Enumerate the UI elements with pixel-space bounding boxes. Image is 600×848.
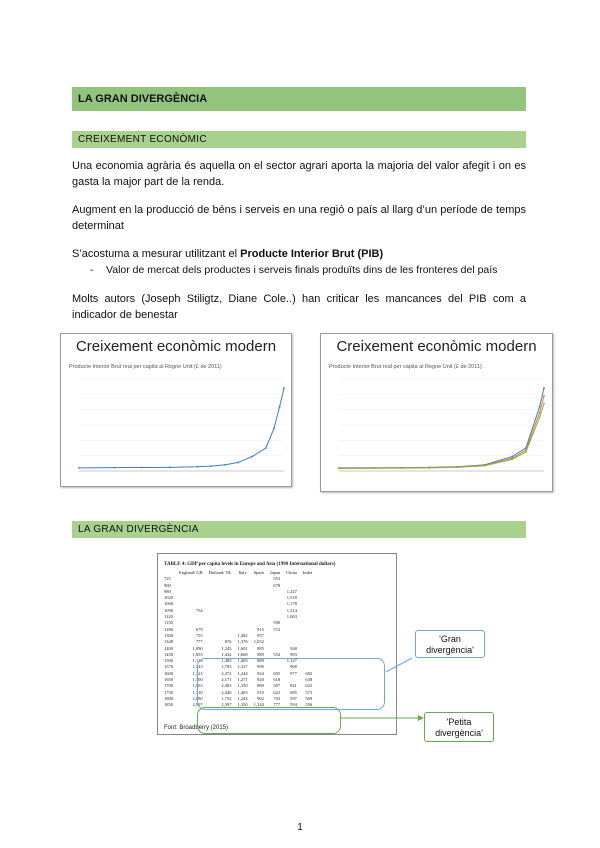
table-cell: 1700 [164,683,173,689]
table-cell: 1570 [164,664,173,670]
table-cell: 1400 [164,645,173,651]
chart-series-line [339,388,544,468]
chart-data-point [543,403,545,405]
table-cell: 569 [305,695,313,701]
table-cell: 1,432 [221,651,232,657]
table-cell: 889 [257,658,264,664]
table-cell: 725 [164,576,171,582]
table-cell: 1,247 [286,588,297,594]
table-cell: 1,090 [192,645,203,651]
table-cell: 572 [273,626,281,632]
chart-data-point [114,467,116,469]
bullet-text: Valor de mercat dels productes i serveis finals produïts dins de les fronteres del país [106,264,498,276]
table-cell: 1,668 [237,651,248,657]
chart-data-point [525,451,527,453]
chart-data-point [543,395,545,397]
table-cell: 622 [305,683,313,689]
table-cell: 1,123 [192,670,203,676]
table-cell: 1,214 [286,607,297,613]
table-cell: 1,063 [286,614,297,620]
chart-data-point [210,465,212,467]
table-cell: 1,350 [237,683,248,689]
callout-gran-divergencia: 'Gran divergència' [415,630,485,658]
table-cell: 1020 [164,595,173,601]
chart-right [320,333,553,492]
chart-left [60,333,292,487]
highlight-gran-divergencia [197,658,385,710]
chart-series-line [339,404,544,469]
table-cell: 703 [273,695,281,701]
table-cell: 1800 [164,695,173,701]
table-cell: 682 [305,670,313,676]
chart-data-point [539,416,541,418]
paragraph-economia-agraria: Una economia agrària és aquella on el sector agrari aporta la majoria del valor afegit i on es gasta la major part de la renda. [72,160,526,188]
table-cell: 900 [164,582,171,588]
table-header-cell: England/ GB [179,570,203,575]
table-cell: 957 [257,632,264,638]
table-cell: 880 [257,683,264,689]
main-section-title: LA GRAN DIVERGÈNCIA [72,87,526,111]
bullet-valor-mercat: - Valor de mercat dels productes i serveis finals produïts dins de les fronteres del país [90,264,498,276]
table-cell: 1,055 [192,651,203,657]
table-cell: 1,601 [237,645,248,651]
table-cell: 885 [257,645,264,651]
table-cell: 1,350 [237,702,248,708]
table-cell: 2,080 [192,695,203,701]
table-cell: 1,127 [286,658,297,664]
table-cell: 2,997 [192,702,203,708]
chart-data-point [224,464,226,466]
table-source: Font: Broadberry (2015) [164,725,229,731]
table-cell: 622 [273,689,281,695]
table-cell: 638 [305,677,313,683]
table-cell: 553 [273,576,281,582]
chart-data-point [265,447,267,449]
table-cell: 841 [290,683,297,689]
table-cell: 556 [305,702,313,708]
table-cell: 1280 [164,626,173,632]
chart-right-title: Creixement econòmic modern [336,338,537,355]
table-cell: 1150 [164,620,173,626]
table-cell: 915 [257,626,264,632]
chart-data-point [169,466,171,468]
gdp-table-title: TABLE 4: GDP per capita levels in Europe and Asia (1990 International dollars) [164,562,336,567]
table-cell: 597 [290,695,297,701]
page-number: 1 [297,822,303,833]
table-cell: 2,440 [221,689,232,695]
table-cell: 1090 [164,607,173,613]
table-cell: 990 [257,664,264,670]
paragraph-augment-produccio: Augment en la producció de béns i serveis en una regió o país al llarg d’un període de temps determinat [72,204,526,232]
table-cell: 1750 [164,689,173,695]
table-cell: 1,563 [192,683,203,689]
table-cell: 1,271 [237,677,248,683]
chart-data-point [141,467,143,469]
paragraph-critica-pib: Molts autors (Joseph Stiligtz, Diane Cole..) han criticar les mancances del PIB com a indicador de benestar [72,293,526,321]
table-cell: 1300 [164,632,173,638]
table-cell: 977 [290,670,297,676]
table-cell: 1060 [164,601,173,607]
chart-data-point [543,387,545,389]
table-cell: 1120 [164,614,173,620]
table-cell: 618 [273,677,281,683]
table-header-cell: Holland/ NL [208,570,232,575]
table-cell: 1600 [164,670,173,676]
chart-data-point [279,406,281,408]
table-cell: 1,403 [237,689,248,695]
table-header-cell: Italy [238,570,247,575]
table-cell: 1,483 [221,658,232,664]
table-cell: 777 [195,639,203,645]
table-cell: 605 [273,670,281,676]
table-cell: 2,171 [221,677,232,683]
chart-data-point [283,387,285,389]
table-cell: 1,376 [237,639,248,645]
chart-right-plot [321,334,552,491]
chart-data-point [484,465,486,467]
chart-data-point [539,406,541,408]
table-cell: 1,482 [237,632,248,638]
chart-data-point [196,466,198,468]
table-cell: 1,518 [286,595,297,601]
table-cell: 554 [273,651,281,657]
chart-data-point [511,458,513,460]
table-cell: 754 [195,607,203,613]
table-cell: 889 [257,651,264,657]
table-cell: 1450 [164,651,173,657]
table-cell: 1500 [164,658,173,664]
chart-data-point [429,467,431,469]
table-cell: 1,245 [221,645,232,651]
table-cell: 944 [257,670,264,676]
table-header-cell: India [302,570,313,575]
table-cell: 1,178 [286,601,297,607]
table-cell: 679 [195,626,203,632]
table-cell: 1,114 [192,658,203,664]
table-cell: 755 [195,632,203,638]
callout-petita-divergencia: 'Petita divergència' [424,712,494,742]
table-cell: 573 [305,689,313,695]
chart-data-point [237,462,239,464]
chart-series-line [339,396,544,468]
subsection-gran-divergencia: LA GRAN DIVERGÈNCIA [72,521,526,538]
chart-data-point [401,467,403,469]
chart-left-subtitle: Producte Interior Brut real per capita al Regne Unit (£ de 2011) [69,364,222,370]
table-cell: 1348 [164,639,173,645]
table-cell: 2,397 [221,702,232,708]
chart-data-point [539,412,541,414]
table-header-row [164,570,315,576]
table-cell: 678 [273,582,281,588]
pib-bold-term: Producte Interior Brut (PIB) [240,248,384,260]
table-cell: 2,403 [221,683,232,689]
table-cell: 1,244 [237,670,248,676]
table-cell: 777 [273,702,281,708]
chart-left-title: Creixement econòmic modern [75,338,277,355]
table-cell: 1,783 [221,664,232,670]
table-cell: 910 [257,689,264,695]
pib-intro-text: S’acostuma a mesurar utilitzant el [72,248,241,260]
table-cell: 962 [257,695,264,701]
table-cell: 820 [257,677,264,683]
table-header-cell: Japan [269,570,281,575]
table-cell: 948 [290,645,297,651]
chart-data-point [273,427,275,429]
table-cell: 1650 [164,677,173,683]
chart-left-plot [61,334,291,486]
highlight-petita-divergencia [197,707,341,734]
chart-data-point [374,467,376,469]
table-cell: 1850 [164,702,173,708]
table-cell: 685 [290,689,297,695]
table-cell: 590 [273,620,281,626]
chart-data-point [456,466,458,468]
chart-right-subtitle: Producte Interior Brut real per càpita al Regne Unit (£ de 2011) [329,364,482,370]
chart-series-line [79,388,284,468]
table-cell: 1,244 [237,695,248,701]
table-cell: 1,143 [192,664,203,670]
table-cell: 1,032 [253,639,264,645]
chart-data-point [338,468,340,470]
table-cell: 1,403 [237,658,248,664]
table-cell: 1,144 [253,702,264,708]
table-cell: 1,100 [192,677,203,683]
table-cell: 1,710 [192,689,203,695]
table-cell: 597 [273,683,281,689]
table-cell: 594 [290,702,297,708]
table-cell: 1,337 [237,664,248,670]
subsection-creixement: CREIXEMENT ECONÒMIC [72,131,526,148]
table-header-cell: Spain [253,570,264,575]
table-cell: 2,372 [221,670,232,676]
table-cell: 1,752 [221,695,232,701]
table-header-cell: China [286,570,297,575]
table-cell: 983 [290,651,297,657]
paragraph-pib [72,246,526,262]
chart-data-point [78,467,80,469]
table-cell: 876 [224,639,232,645]
chart-data-point [251,456,253,458]
table-cell: 968 [290,664,297,670]
table-cell: 980 [164,588,171,594]
